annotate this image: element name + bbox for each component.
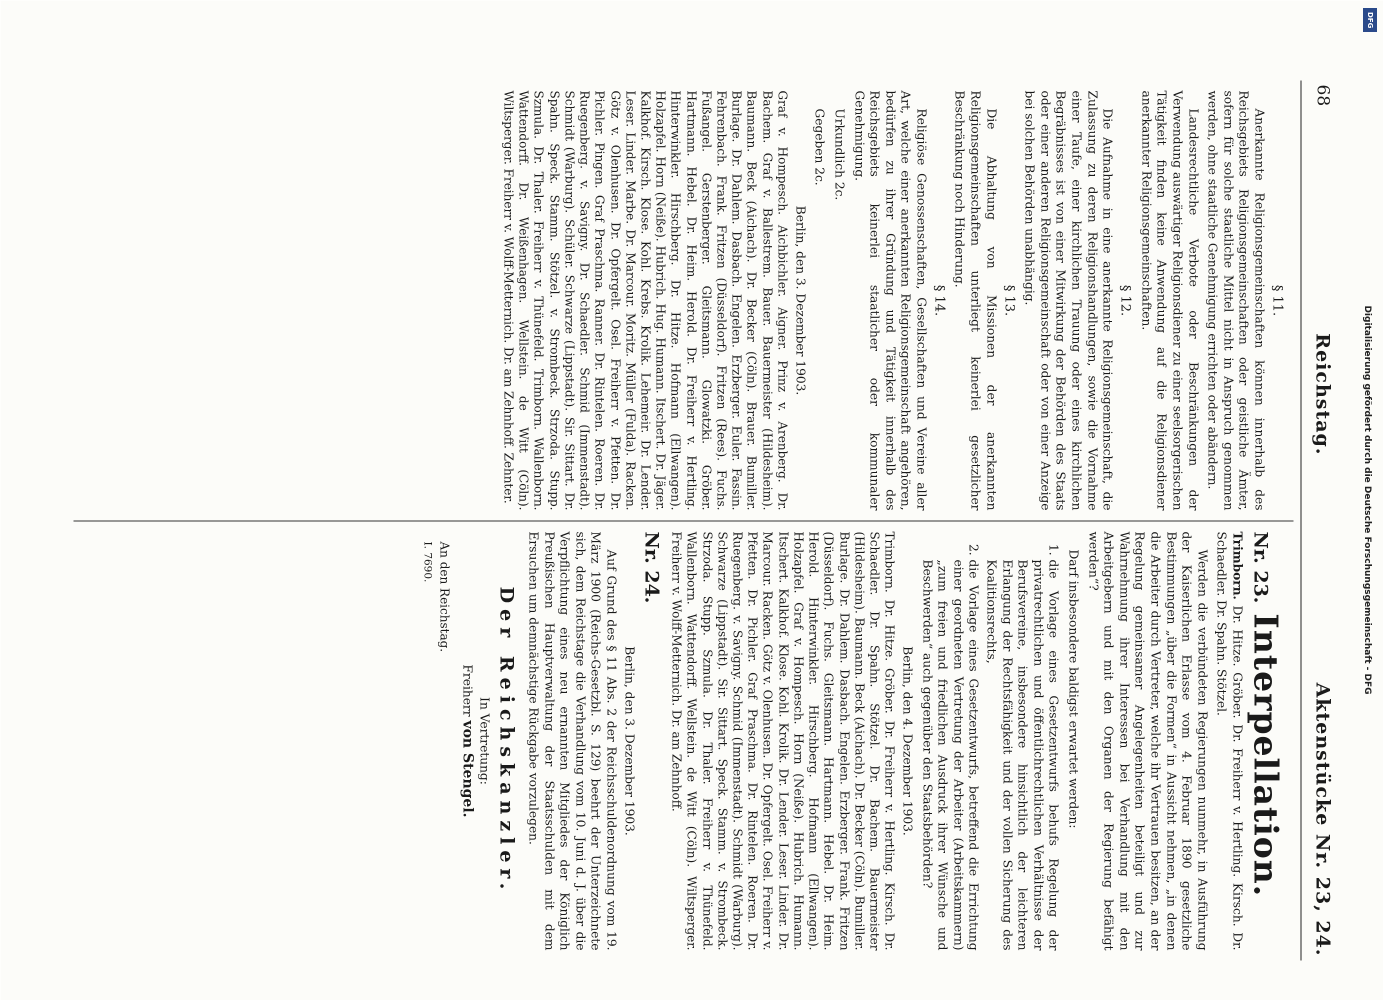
section-heading: § 14. — [930, 284, 946, 316]
signer — [459, 531, 475, 950]
page-content — [73, 80, 1343, 960]
paragraph: Religiöse Genossenschaften, Gesellschaften und Vereine aller Art, welche einer anerkannten Religionsgemeinschaft angehören, bedürfen zu ihrer Gründung und Tätigkeit innerhalb des Reichsgebiets keinerlei staatlicher oder kommunaler Genehmigung. — [851, 90, 928, 510]
date-line: Berlin, den 4. Dezember 1903. — [900, 645, 915, 836]
funding-note-text: Digitalisierung gefördert durch die Deutsche Forschungsgemeinschaft - DFG — [1362, 305, 1372, 695]
list-item: 2. die Vorlage eines Gesetzentwurfs, betreffend die Errichtung einer geordneten Vertretung der Arbeiter (Arbeitskammern) „zum freien und friedlichen Ausdruck ihrer Wünsche und Beschwerden“ auch gegenüber den Staatsbehörden? — [918, 559, 980, 950]
date-line: Berlin, den 3. Dezember 1903. — [792, 205, 807, 395]
page-number: 68 — [1312, 84, 1332, 106]
paragraph: Die Abhaltung von Missionen der anerkannten Religionsgemeinschaften unterliegt keinerlei gesetzlicher Beschränkung noch Hinderung. — [952, 90, 998, 510]
print-code: I. 7690. — [420, 541, 433, 582]
document-number: Nr. 24. — [640, 531, 663, 603]
list-item: 1. die Vorlage eines Gesetzentwurfs behufs Regelung der privatrechtlichen und öffentlichrechtlichen Verhältnisse der Berufsvereine, insbesondere hinsichtlich der leichteren Erlangung der Rechtsfähigkeit und der vollen Sicherung des Koalitionsrechts, — [983, 559, 1061, 950]
left-column — [73, 80, 1293, 520]
paragraph: Anerkannte Religionsgemeinschaften können innerhalb des Reichsgebiets Religionsgemeinschaften oder geistliche Ämter, sofern für solche staatliche Mittel nicht in Anspruch genommen werden, ohne staatliche Genehmigung errichten oder abändern. — [1205, 90, 1266, 510]
section-title: Aktenstücke Nr. 23, 24. — [1311, 682, 1333, 956]
recipient-line: An den Reichstag. — [436, 541, 451, 652]
document-number: Nr. 23. — [1249, 531, 1271, 603]
lead-sponsor: Trimborn. — [1230, 531, 1244, 600]
section-heading: § 13. — [1000, 284, 1016, 316]
formula-line: Gegeben 2c. — [812, 108, 827, 186]
funding-note — [1352, 0, 1382, 1000]
interpellation-heading — [1246, 531, 1285, 950]
signer-title: Freiherr — [459, 663, 474, 717]
signature-title: Der Reichskanzler. — [494, 586, 517, 895]
dfg-logo: DFG — [1363, 8, 1377, 32]
signatory-list: Trimborn. Dr. Hitze. Gröber. Dr. Freiherr v. Hertling. Kirsch. Dr. Schaedler. Dr. Spahn. Stötzel. Dr. Bachem. Bauermeister (Hildesheim). Baumann. Beck (Aichach). Dr. Becker (Cöln). Bumiller. Burlage. Dr. Dahlem. Dasbach. Engelen. Erzberger. Frank. Fritzen (Düsseldorf). Fuchs. Gleitsmann. Hartmann. Hebel. Dr. Heim. Herold. Hinterwinkler. Hirschberg. Hofmann (Ellwangen). Holzapfel. Graf v. Hompesch. Horn (Neiße). Hubrich. Humann. Itschert. Kalkhof. Klose. Kohl. Krolik. Dr. Lender. Leser. Linder. Dr. Marcour. Racken. Götz v. Olenhusen. Dr. Opfergelt. Osel. Freiherr v. Pfetten. Dr. Pichler. Graf Praschma. Dr. Rintelen. Roeren. Dr. Ruegenberg. v. Savigny. Schmid (Immenstadt). Schmidt (Warburg). Schwarze (Lippstadt). Sir. Sittart. Speck. Stamm. v. Strombeck. Strzoda. Stupp. Szmula. Dr. Thaler. Freiherr v. Thünefeld. Wallenborn. Wattendorff. Wellstein. de Witt (Cöln). Wiltsperger. Freiherr v. Wolff-Metternich. Dr. am Zehnhoff. — [669, 531, 897, 950]
signer-name: von Stengel. — [458, 719, 475, 818]
document-title: Interpellation. — [1246, 612, 1285, 897]
date-line: Berlin, den 3. Dezember 1903. — [622, 645, 637, 836]
section-heading: § 12. — [1117, 284, 1133, 316]
co-sponsors: Dr. Hitze. Gröber. Dr. Freiherr v. Hertling. Kirsch. Dr. Schaedler. Dr. Spahn. Stötzel. — [1214, 531, 1244, 950]
demand-list — [918, 531, 1060, 950]
paragraph: Auf Grund des § 11 Abs. 2 der Reichsschuldenordnung vom 19. März 1900 (Reichs-Gesetzbl. S. 129) beehrt der Unterzeichnete sich, dem Reichstage die Verhandlung vom 10. Juni d. J. über die Verpflichtung eines neu ernannten Mitgliedes der Königlich Preußischen Hauptverwaltung der Staatsschulden mit dem Ersuchen um demnächstige Rückgabe vorzulegen. — [526, 531, 619, 950]
paragraph: Darf insbesondere baldigst erwartet werden: — [1066, 549, 1081, 829]
right-column — [73, 520, 1293, 960]
document-heading — [640, 531, 662, 950]
sponsor-line — [1213, 531, 1244, 950]
paragraph: Die Aufnahme in eine anerkannte Religionsgemeinschaft, die Zulassung zu deren Religionshandlungen, sowie die Vornahme einer Taufe, einer kirchlichen Trauung oder eines kirchlichen Begräbnisses ist von einer Mitwirkung der Behörden des Staats oder einer anderen Religionsgemeinschaft oder von einer Anzeige bei solchen Behörden unabhängig. — [1022, 90, 1115, 510]
columns — [73, 80, 1293, 960]
running-head — [1300, 80, 1343, 960]
publication-title: Reichstag. — [1311, 332, 1333, 455]
signatory-list: Graf v. Hompesch. Aichbichler. Aigner. Prinz v. Arenberg. Dr. Bachem. Graf v. Ballestrem. Bauer. Bauermeister (Hildesheim). Baumann. Beck (Aichach). Dr. Becker (Cöln). Brauer. Bumiller. Burlage. Dr. Dahlem. Dasbach. Engelen. Erzberger. Euler. Fassin. Fehrenbach. Frank. Fritzen (Düsseldorf). Fritzen (Rees). Fuchs. Fußangel. Gerstenberger. Gleitsmann. Glowatzki. Gröber. Hartmann. Hebel. Dr. Heim. Herold. Dr. Freiherr v. Hertling. Hinterwinkler. Hirschberg. Dr. Hitze. Hofmann (Ellwangen). Holzapfel. Horn (Neiße). Hubrich. Hug. Humann. Itschert. Dr. Jäger. Kalkhof. Kirsch. Klose. Kohl. Krebs. Krolik. Lehemeir. Dr. Lender. Leser. Linder. Marbe. Dr. Marcour. Moritz. Müller (Fulda). Racken. Götz v. Olenhusen. Dr. Opfergelt. Osel. Freiherr v. Pfetten. Dr. Pichler. Pingen. Graf Praschma. Ranner. Dr. Rintelen. Roeren. Dr. Ruegenberg. v. Savigny. Dr. Schaedler. Schmid (Immenstadt). Schmidt (Warburg). Schüler. Schwarze (Lippstadt). Sir. Sittart. Dr. Spahn. Speck. Stamm. Stötzel. v. Strombeck. Strzoda. Stupp. Szmula. Dr. Thaler. Freiherr v. Thünefeld. Trimborn. Wallenborn. Wattendorff. Dr. Weißenhagen. Wellstein. de Witt (Cöln). Wiltsperger. Freiherr v. Wolff-Metternich. Dr. am Zehnhoff. Zehnter. — [501, 90, 789, 510]
section-heading: § 11. — [1269, 284, 1284, 316]
paragraph: Werden die verbündeten Regierungen nunmehr, in Ausführung der Kaiserlichen Erlasse vom 4. Februar 1890 gesetzliche Bestimmungen „über die Formen“ in Aussicht nehmen, „in denen die Arbeiter durch Vertreter, welche ihr Vertrauen besitzen, an der Regelung gemeinsamer Angelegenheiten beteiligt und zur Wahrnehmung ihrer Interessen bei Verhandlung mit den Arbeitgebern und mit den Organen der Regierung befähigt werden“? — [1085, 531, 1209, 950]
formula-line: Urkundlich 2c. — [831, 108, 846, 200]
deputy-note: In Vertretung: — [476, 696, 491, 785]
paragraph: Landesrechtliche Verbote oder Beschränkungen der Verwendung auswärtiger Religionsdiener zu einer seelsorgerischen Tätigkeit finden keine Anwendung auf die Religionsdiener anerkannter Religionsgemeinschaften. — [1138, 90, 1200, 510]
